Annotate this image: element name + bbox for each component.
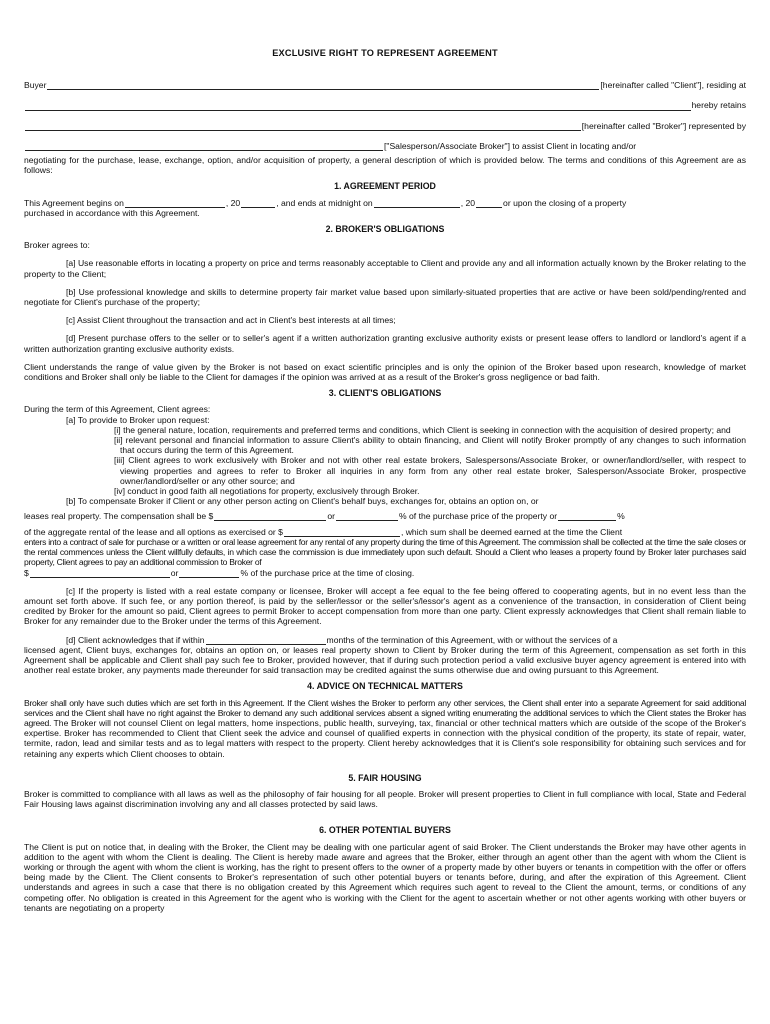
additional-commission-line [24, 568, 746, 578]
broker-obligation-c: [c] Assist Client throughout the transaction and act in Client's best interests at all times; [66, 315, 396, 326]
broker-obligation-a: [a] Use reasonable efforts in locating a property on price and terms reasonably acceptable to Client and provide any and all information actually known by the Broker relating to the property to the Client; [24, 258, 746, 279]
additional-commission-amount-field[interactable] [30, 569, 170, 578]
buyer-line [24, 80, 746, 90]
client-agrees-intro: During the term of this Agreement, Client agrees: [24, 404, 211, 415]
broker-line [24, 121, 746, 131]
broker-obligation-d: [d] Present purchase offers to the seller or to seller's agent if a written authorization granting exclusive authority exists or present lease offers to landlord or landlord's agent if a written authorization granting exclusive authority exists. [24, 333, 746, 354]
protection-months-field[interactable] [206, 636, 326, 645]
start-date-field[interactable] [125, 199, 225, 208]
intro-paragraph: negotiating for the purchase, lease, exchange, option, and/or acquisition of property, a general description of which is provided below. The terms and conditions of this Agreement are as follows: [24, 155, 746, 176]
client-obligation-d: licensed agent, Client buys, exchanges for, obtains an option on, or leases real property shown to Client by Broker during the term of this Agreement, compensation as set forth in this Agreement shall be applicable and Client shall pay such fee to Broker, provided however, that if during such protection period a valid exclusive buyer agency agreement is entered into with another real estate broker, any payments made thereunder for said transaction may be credited against the sums otherwise due and owing pursuant to this Agreement. [24, 644, 746, 676]
section-3-heading: 3. CLIENT'S OBLIGATIONS [328, 388, 442, 399]
purchase-percent-text: % of the purchase price of the property or [399, 510, 558, 521]
client-obligation-a: [a] To provide to Broker upon request: [66, 414, 210, 425]
months-text: months of the termination of this Agreement, with or without the services of a [326, 634, 618, 645]
protection-period-line [24, 635, 746, 645]
compensation-line [24, 511, 746, 521]
fair-housing-text: Broker is committed to compliance with all laws as well as the philosophy of fair housing for all people. Broker will present properties to Client in full compliance with local, State and Federal Fair Housing laws against discrimination involving any and all classes protected by said laws. [24, 788, 746, 810]
earned-text: , which sum shall be deemed earned at the time the Client [400, 526, 623, 537]
client-obligation-a-i: [i] the general nature, location, requirements and preferred terms and conditions, which Client is seeking in connection with the acquisition of desired property; and [114, 424, 731, 435]
broker-clause: [hereinafter called "Broker"] represented by [581, 120, 746, 131]
or-text-2: or [170, 567, 179, 578]
client-obligation-a-ii: [ii] relevant personal and financial information to assure Client's ability to obtain financing, and Client will notify Broker promptly of any changes to such information that occurs during the term of this Agreement. [114, 435, 746, 456]
purchase-percent-field[interactable] [336, 512, 398, 521]
broker-obligation-b: [b] Use professional knowledge and skills to determine property fair market value based upon similarly-situated properties that are active or have been sold/pending/rented and negotiate for Client's purchase of the property; [24, 286, 746, 308]
client-obligation-a-iv: [iv] conduct in good faith all negotiations for property, exclusively through Broker. [114, 486, 420, 497]
protection-text: [d] Client acknowledges that if within [66, 634, 205, 645]
technical-duties-text: Broker shall only have such duties which are set forth in this Agreement. If the Client wishes the Broker to perform any other services, the Client shall enter into a separate Agreement for said additional services and the Client shall have no right against the Broker to demand any such additional services absent a signed writing enumerating the additional services to which the Client states the Broker has agreed. [24, 697, 746, 728]
commission-terms: enters into a contract of sale for purchase or a written or oral lease agreement for any rental of any property during the time of this Agreement. The commission shall be collected at the time the sale closes or the rental commences unless the Client willfully defaults, in which case the commission is due immediately upon such default. Should a Client who leases a property found by Broker later purchases said property, Client agrees to pay an additional commission to Broker of [24, 536, 746, 568]
broker-name-field[interactable] [25, 122, 581, 131]
client-obligation-b: [b] To compensate Broker if Client or any other person acting on Client's behalf buys, exchanges for, obtains an option on, or [66, 496, 539, 507]
retains-text: hereby retains [691, 100, 746, 111]
address-line [24, 100, 746, 110]
additional-commission-percent-field[interactable] [179, 569, 239, 578]
aggregate-rental-line [24, 527, 746, 537]
section-2-heading: 2. BROKER'S OBLIGATIONS [325, 224, 445, 235]
broker-agrees-intro: Broker agrees to: [24, 240, 90, 251]
closing-percent-text: % of the purchase price at the time of closing. [240, 567, 415, 578]
salesperson-clause: ["Salesperson/Associate Broker"] to assist Client in locating and/or [384, 140, 637, 151]
technical-counsel-text: The Broker will not counsel Client on legal matters, home inspections, public health, surveying, tax, financial or other technical matters which are outside of the scope of the Broker's expertise. Broker has recommended to Client that Client seek the advice and counsel of qualified experts in connection with the physical condition of the property, its state of repair, water, termite, radon, lead and similar tests and as to legal matters with respect to the property. Client hereby acknowledges that it is Client's sole responsibility for obtaining such services and for retaining any experts which Client chooses to obtain. [24, 717, 746, 759]
end-year-field[interactable] [476, 199, 502, 208]
section-4-heading: 4. ADVICE ON TECHNICAL MATTERS [307, 681, 463, 692]
buyer-label: Buyer [24, 80, 47, 91]
client-clause: [hereinafter called "Client"], residing at [600, 80, 746, 91]
salesperson-name-field[interactable] [25, 142, 383, 151]
technical-matters-text [24, 698, 746, 759]
buyer-name-field[interactable] [47, 81, 599, 90]
rental-percent-field[interactable] [558, 512, 616, 521]
start-year-field[interactable] [241, 199, 275, 208]
compensation-amount-field[interactable] [214, 512, 326, 521]
compensation-text: leases real property. The compensation shall be $ [24, 510, 214, 521]
section-1-heading: 1. AGREEMENT PERIOD [334, 181, 436, 192]
client-obligation-a-iii: [iii] Client agrees to work exclusively with Broker and not with other real estate brokers, Salespersons/Associate Broker, or owner/landlord/seller, with respect to viewing properties and agrees to refer to Broker all inquiries in any form from any other real estate broker, Salesperson/Associate Broker, prospective owner/landlord/seller or any other source; and [114, 455, 746, 486]
other-buyers-text: The Client is put on notice that, in dealing with the Broker, the Client may be dealing with one particular agent of said Broker. The Client understands the Broker may have other agents in addition to the agent with whom the Client is dealing. The Client is hereby made aware and agrees that the Broker, either through an agent other than the agent with whom the Client is working or through the agent with whom the client is working, has the right to present offers to the owner of a property made by other buyers or tenants in competition with the offer or offers being made by the Client. The Client consents to Broker's representation of such other potential buyers or tenants before, during, and after the expiration of this Agreement. Client understands and agrees in such a case that there is no obligation created by this Agreement which requires such agent to reveal to the Client the amount, terms, or conditions of any competing offer. No obligation is created in this Agreement for the agent who is working with the Client for the agent to ascertain whether or not other agents working with other buyers or tenants are negotiating on a property [24, 841, 746, 913]
agreement-period-tail: purchased in accordance with this Agreement. [24, 207, 200, 218]
begins-text: This Agreement begins on [24, 197, 124, 208]
dollar-sign: $ [24, 567, 29, 578]
end-year-prefix: , 20 [460, 197, 476, 208]
percent-sign: % [617, 510, 625, 521]
aggregate-amount-field[interactable] [284, 528, 400, 537]
end-date-field[interactable] [374, 199, 460, 208]
client-address-field[interactable] [25, 102, 691, 111]
agreement-period-line [24, 198, 746, 208]
salesperson-line [24, 141, 746, 151]
start-year-prefix: , 20 [225, 197, 241, 208]
closing-text: or upon the closing of a property [503, 197, 627, 208]
ends-text: , and ends at midnight on [276, 197, 373, 208]
value-disclaimer: Client understands the range of value given by the Broker is not based on exact scientific principles and is only the opinion of the Broker based upon research, knowledge of market conditions and Broker shall only be liable to the Client for damages if the opinion was arrived at as a result of the Broker's gross negligence or bad faith. [24, 361, 746, 383]
aggregate-rental-text: of the aggregate rental of the lease and all options as exercised or $ [24, 526, 283, 537]
section-6-heading: 6. OTHER POTENTIAL BUYERS [319, 825, 451, 836]
client-obligation-c: [c] If the property is listed with a real estate company or licensee, Broker will accept a fee equal to the fee being offered to cooperating agents, but in no event less than the amount set forth above. If such fee, or any portion thereof, is paid by the seller/lessor or the seller's/lessor's agent as a convenience of the transaction, in consideration of Client being credited by Broker for the amount so paid, Client agrees to permit Broker to accept compensation from more than one party. Client expressly acknowledges that Client shall remain liable to Broker for any remainder due to the Broker under the terms of this Agreement. [24, 585, 746, 627]
section-5-heading: 5. FAIR HOUSING [348, 772, 422, 783]
or-text-1: or [327, 510, 335, 521]
document-title: EXCLUSIVE RIGHT TO REPRESENT AGREEMENT [272, 48, 498, 58]
